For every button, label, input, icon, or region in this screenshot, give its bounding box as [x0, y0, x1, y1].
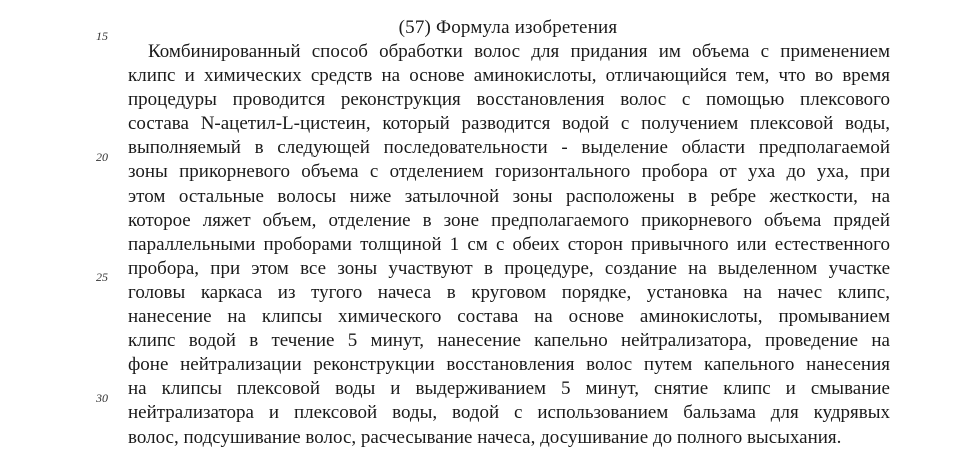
claim-line: выполняемый в следующей последовательности - выделение области предполагаемой — [128, 137, 890, 159]
claim-line: процедуры проводится реконструкция восстановления волос с помощью плексового — [128, 89, 890, 111]
line-number: 15 — [96, 29, 108, 43]
margin-line-numbers — [0, 0, 120, 470]
claim-line: нанесение на клипсы химического состава на основе аминокислоты, промыванием — [128, 306, 890, 328]
claim-line: клипс водой в течение 5 минут, нанесение капельно нейтрализатора, проведение на — [128, 330, 890, 352]
line-number: 30 — [96, 391, 108, 405]
claim-line: головы каркаса из тугого начеса в круговом порядке, установка на начес клипс, — [128, 281, 890, 303]
claim-line: зоны прикорневого объема с отделением горизонтального пробора от уха до уха, при — [128, 161, 890, 183]
claim-line: состава N-ацетил-L-цистеин, который разводится водой с получением плексовой воды, — [128, 113, 890, 135]
line-number: 25 — [96, 270, 108, 284]
claim-line: волос, подсушивание волос, расчесывание начеса, досушивание до полного высыхания. — [128, 426, 842, 448]
claim-line: фоне нейтрализации реконструкции восстановления волос путем капельного нанесения — [128, 354, 890, 376]
claim-paragraph — [128, 40, 890, 450]
claim-line: клипс и химических средств на основе аминокислоты, отличающийся тем, что во время — [128, 65, 890, 87]
claim-line: которое ляжет объем, отделение в зоне предполагаемого прикорневого объема прядей — [128, 209, 890, 231]
claim-line: Комбинированный способ обработки волос для придания им объема с применением — [148, 41, 890, 62]
claim-line: пробора, при этом все зоны участвуют в процедуре, создание на выделенном участке — [128, 257, 890, 279]
claim-line: параллельными проборами толщиной 1 см с обеих сторон привычного или естественного — [128, 233, 890, 255]
claim-line: этом остальные волосы ниже затылочной зоны расположены в ребре жесткости, на — [128, 185, 890, 207]
section-heading: (57) Формула изобретения — [398, 17, 618, 38]
claim-line: на клипсы плексовой воды и выдерживанием 5 минут, снятие клипс и смывание — [128, 378, 890, 400]
claim-line: нейтрализатора и плексовой воды, водой с использованием бальзама для кудрявых — [128, 402, 890, 424]
line-number: 20 — [96, 150, 108, 164]
